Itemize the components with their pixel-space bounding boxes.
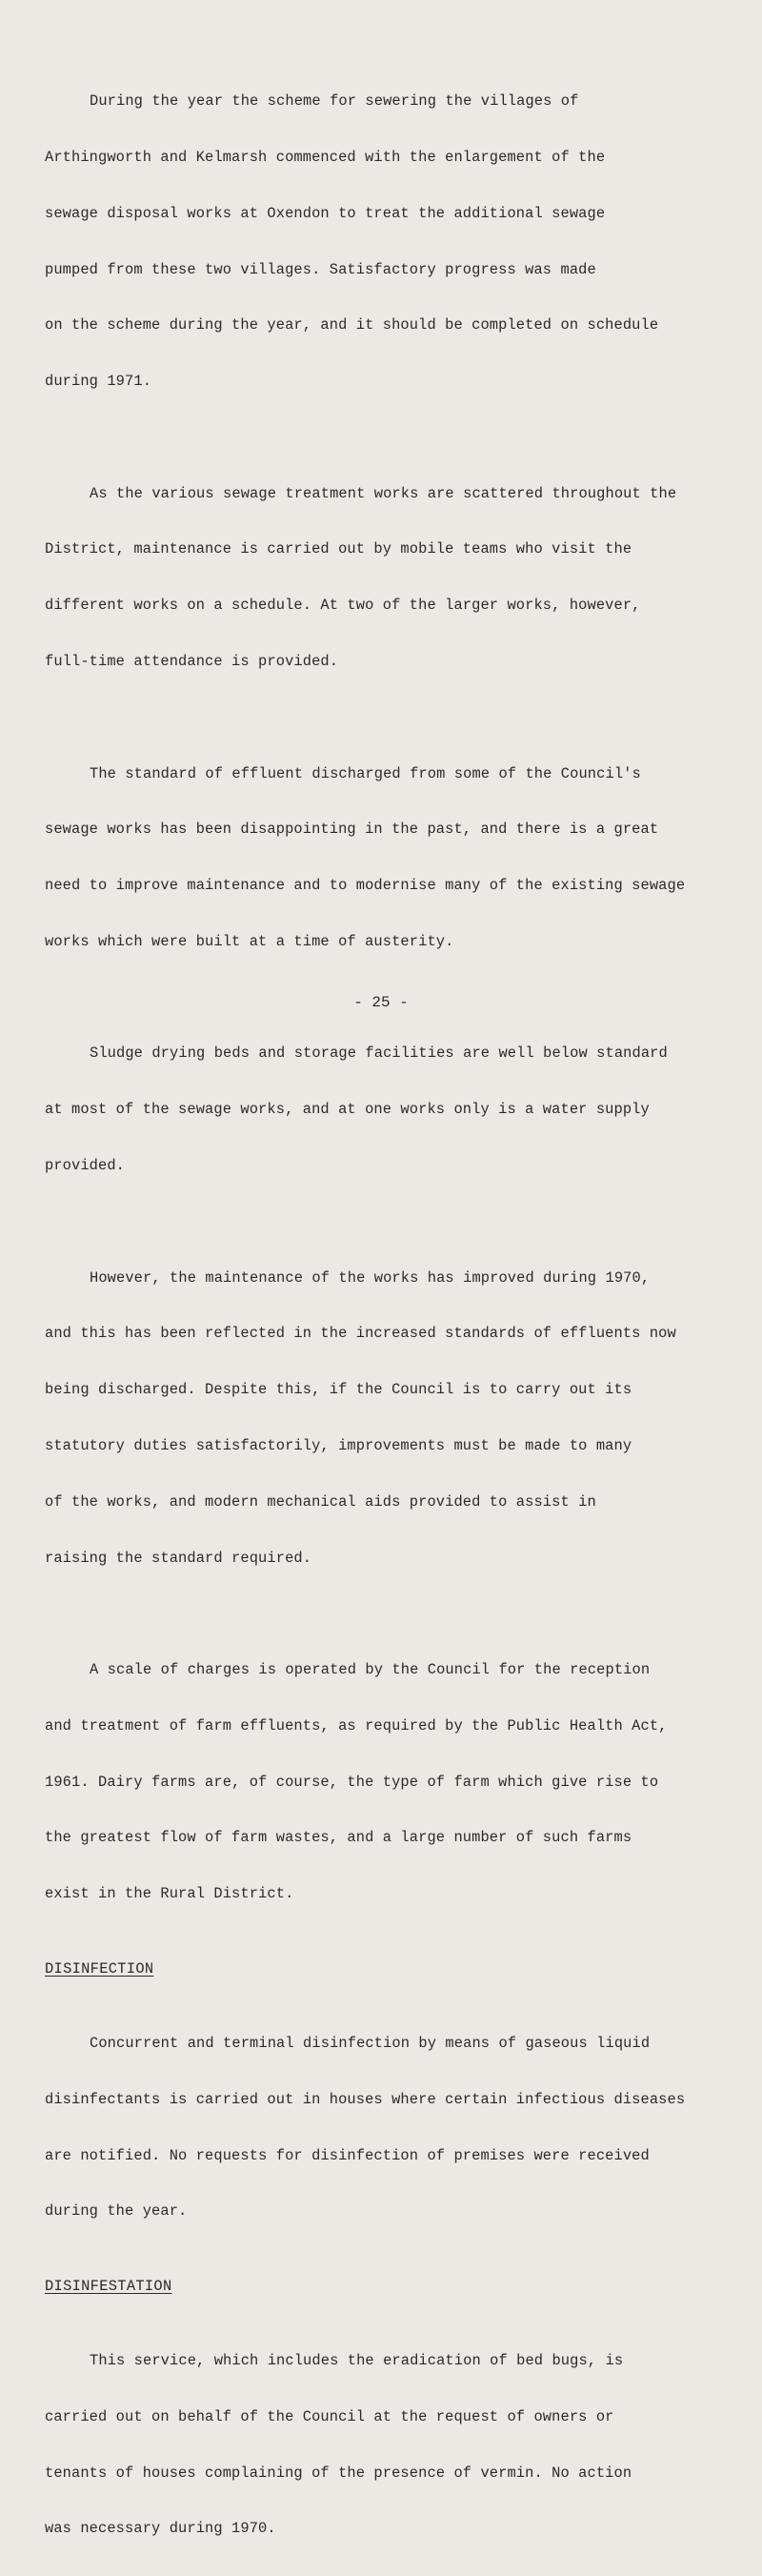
text-line: As the various sewage treatment works are scattered throughout the (90, 484, 677, 502)
page-number: - 25 - (353, 994, 409, 1011)
text-line: This service, which includes the eradication of bed bugs, is (90, 2352, 624, 2370)
text-line: District, maintenance is carried out by mobile teams who visit the (45, 540, 632, 558)
text-line: are notified. No requests for disinfection of premises were received (45, 2146, 650, 2164)
text-line: tenants of houses complaining of the presence of vermin. No action (45, 2464, 632, 2482)
paragraph-maintenance (45, 447, 733, 708)
text-line: during 1971. (45, 373, 152, 391)
text-line: full-time attendance is provided. (45, 653, 339, 670)
paragraph-arthingworth-scheme (45, 55, 733, 429)
paragraph-disinfection (45, 1998, 733, 2259)
paragraph-farm-effluents (45, 1624, 733, 1941)
text-line: However, the maintenance of the works has improved during 1970, (90, 1268, 651, 1287)
text-line: raising the standard required. (45, 1549, 312, 1567)
text-line: works which were built at a time of austerity. (45, 932, 454, 950)
text-line: need to improve maintenance and to modernise many of the existing sewage (45, 877, 686, 895)
paragraph-improvements (45, 1231, 733, 1605)
text-line: provided. (45, 1157, 126, 1175)
text-line: during the year. (45, 2202, 188, 2221)
text-line: A scale of charges is operated by the Council for the reception (90, 1661, 651, 1679)
text-line: sewage works has been disappointing in the past, and there is a great (45, 821, 659, 839)
text-line: During the year the scheme for sewering the villages of (90, 92, 579, 111)
text-line: statutory duties satisfactorily, improvements must be made to many (45, 1436, 632, 1454)
text-line: Concurrent and terminal disinfection by means of gaseous liquid (90, 2034, 651, 2052)
paragraph-disinfestation (45, 2315, 733, 2576)
text-line: was necessary during 1970. (45, 2520, 276, 2538)
text-line: pumped from these two villages. Satisfactory progress was made (45, 260, 596, 278)
text-line: exist in the Rural District. (45, 1885, 294, 1903)
text-line: being discharged. Despite this, if the Council is to carry out its (45, 1381, 632, 1399)
text-line: disinfectants is carried out in houses where certain infectious diseases (45, 2090, 686, 2108)
text-line: 1961. Dairy farms are, of course, the type of farm which give rise to (45, 1773, 659, 1791)
text-line: Sludge drying beds and storage facilities are well below standard (90, 1045, 668, 1063)
text-line: The standard of effluent discharged from some of the Council's (90, 764, 641, 782)
paragraph-sludge-drying (45, 1007, 733, 1213)
text-line: Arthingworth and Kelmarsh commenced with the enlargement of the (45, 148, 606, 166)
text-line: different works on a schedule. At two of the larger works, however, (45, 597, 641, 615)
text-line: carried out on behalf of the Council at the request of owners or (45, 2407, 614, 2425)
text-line: on the scheme during the year, and it should be completed on schedule (45, 316, 659, 335)
text-line: and this has been reflected in the increased standards of effluents now (45, 1325, 676, 1343)
section-heading-disinfestation: DISINFESTATION (45, 2277, 172, 2295)
text-line: sewage disposal works at Oxendon to treat the additional sewage (45, 204, 606, 222)
text-line: the greatest flow of farm wastes, and a large number of such farms (45, 1829, 632, 1847)
paragraph-effluent-standard (45, 727, 733, 988)
section-heading-disinfection: DISINFECTION (45, 1959, 154, 1978)
text-line: of the works, and modern mechanical aids provided to assist in (45, 1492, 596, 1511)
text-line: at most of the sewage works, and at one works only is a water supply (45, 1101, 650, 1119)
text-line: and treatment of farm effluents, as required by the Public Health Act, (45, 1716, 668, 1734)
